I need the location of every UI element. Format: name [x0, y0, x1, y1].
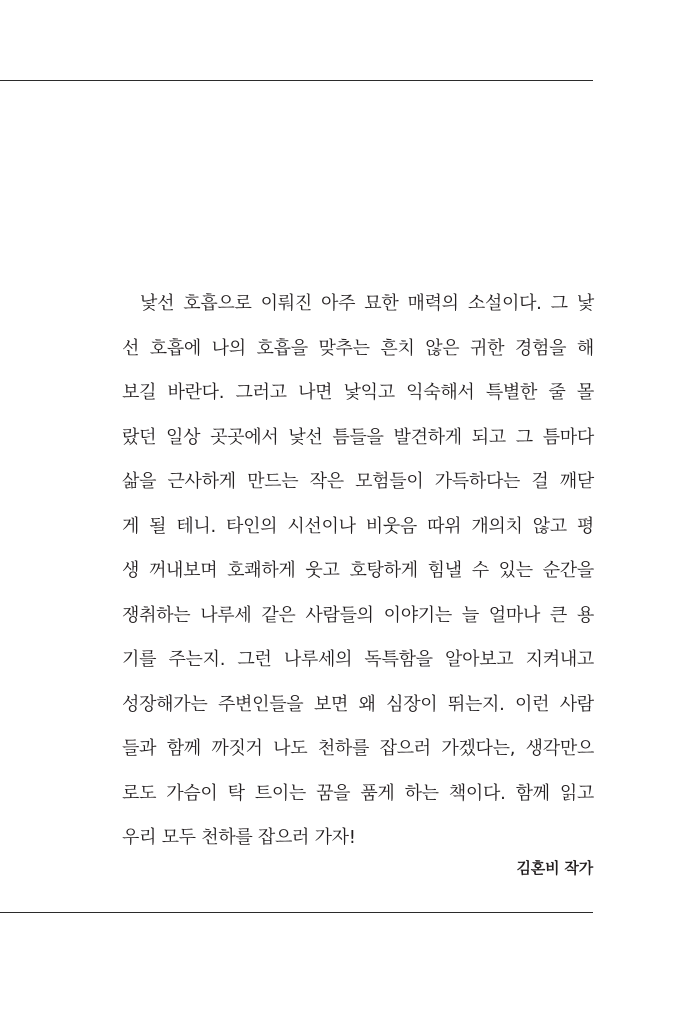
body-line: 선 호흡에 나의 호흡을 맞추는 흔치 않은 귀한 경험을 해 — [122, 337, 594, 359]
body-line: 우리 모두 천하를 잡으러 가자! — [122, 827, 356, 848]
body-line: 로도 가슴이 탁 트이는 꿈을 품게 하는 책이다. 함께 읽고 — [122, 782, 594, 804]
body-line: 낯선 호흡으로 이뤄진 아주 묘한 매력의 소설이다. 그 낯 — [140, 293, 594, 314]
body-line: 랐던 일상 곳곳에서 낯선 틈들을 발견하게 되고 그 틈마다 — [122, 426, 594, 448]
author-signature: 김혼비 작가 — [516, 859, 593, 877]
body-line: 기를 주는지. 그런 나루세의 독특함을 알아보고 지켜내고 — [122, 649, 594, 670]
body-line: 성장해가는 주변인들을 보면 왜 심장이 뛰는지. 이런 사람 — [122, 693, 594, 715]
body-line: 생 꺼내보며 호쾌하게 웃고 호탕하게 힘낼 수 있는 순간을 — [122, 560, 594, 581]
top-divider — [0, 80, 593, 81]
body-line: 게 될 테니. 타인의 시선이나 비웃음 따위 개의치 않고 평 — [122, 515, 594, 537]
bottom-divider — [0, 912, 593, 913]
recommendation-text — [122, 282, 594, 861]
body-line: 보길 바란다. 그러고 나면 낯익고 익숙해서 특별한 줄 몰 — [122, 382, 594, 403]
body-line: 삶을 근사하게 만드는 작은 모험들이 가득하다는 걸 깨닫 — [122, 471, 594, 492]
body-line: 들과 함께 까짓거 나도 천하를 잡으러 가겠다는, 생각만으 — [122, 738, 594, 759]
body-line: 쟁취하는 나루세 같은 사람들의 이야기는 늘 얼마나 큰 용 — [122, 604, 594, 626]
